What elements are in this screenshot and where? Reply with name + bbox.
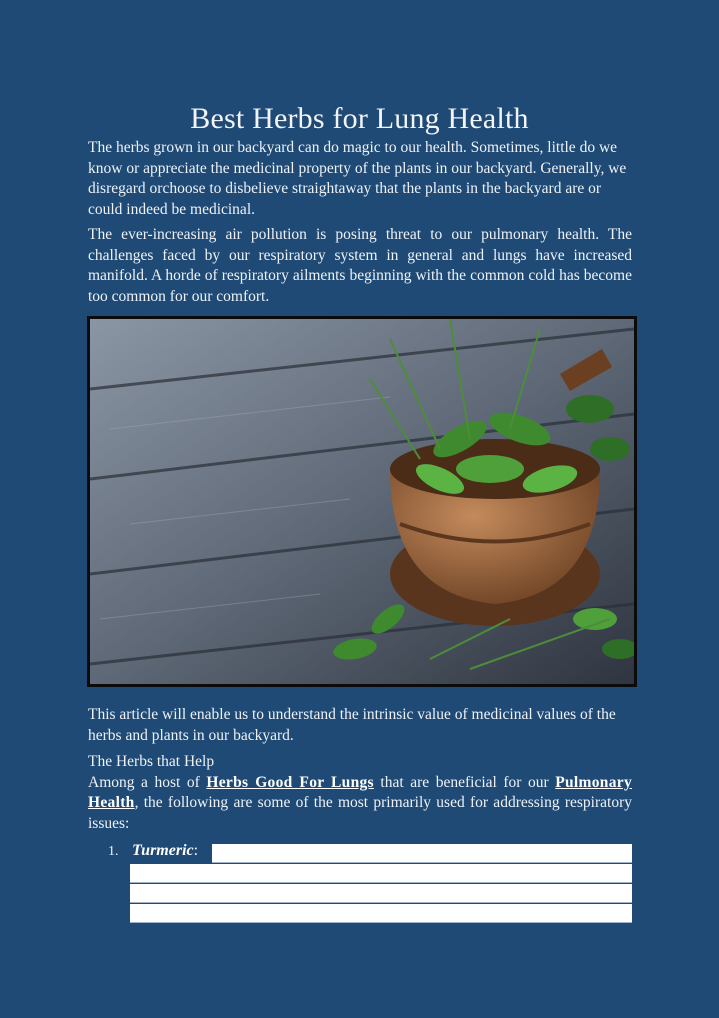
section-heading: The Herbs that Help: [88, 753, 215, 770]
herbs-photo-illustration: [90, 319, 634, 684]
herbs-section: [88, 752, 632, 834]
pulmonary-health-link[interactable]: Pulmonary Health: [88, 773, 632, 811]
intro-paragraph: The herbs grown in our backyard can do magic to our health. Sometimes, little do we know or appreciate the medicinal property of the plants in our backyard. Generally, we disregard orchoose to disbelieve straightaway that the plants in the backyard are or could indeed be medicinal.: [88, 139, 627, 218]
highlight-bar: [130, 864, 632, 883]
list-item-number: 1.: [108, 844, 119, 859]
host-text-after: , the following are some of the most primarily used for addressing respiratory issues:: [88, 794, 632, 832]
list-item-term: [132, 842, 198, 860]
highlight-bar: [212, 844, 632, 863]
herbs-mortar-photo: [87, 316, 637, 687]
article-paragraph: This article will enable us to understand the intrinsic value of medicinal values of the herbs and plants in our backyard.: [88, 706, 616, 744]
highlight-bar: [130, 904, 632, 923]
list-item-colon: :: [193, 842, 199, 859]
page-title: Best Herbs for Lung Health: [190, 102, 529, 135]
turmeric-label: Turmeric: [132, 842, 194, 859]
herbs-good-for-lungs-link[interactable]: Herbs Good For Lungs: [206, 773, 374, 791]
host-text-middle: that are beneficial for our: [373, 773, 556, 791]
highlight-bar: [130, 884, 632, 903]
pollution-paragraph: The ever-increasing air pollution is posing threat to our pulmonary health. The challenges faced by our respiratory system in general and lungs have increased manifold. A horde of respiratory ailments beginning with the common cold has become too common for our comfort.: [88, 226, 632, 305]
host-paragraph: [88, 773, 632, 835]
host-text-before: Among a host of: [88, 773, 207, 791]
